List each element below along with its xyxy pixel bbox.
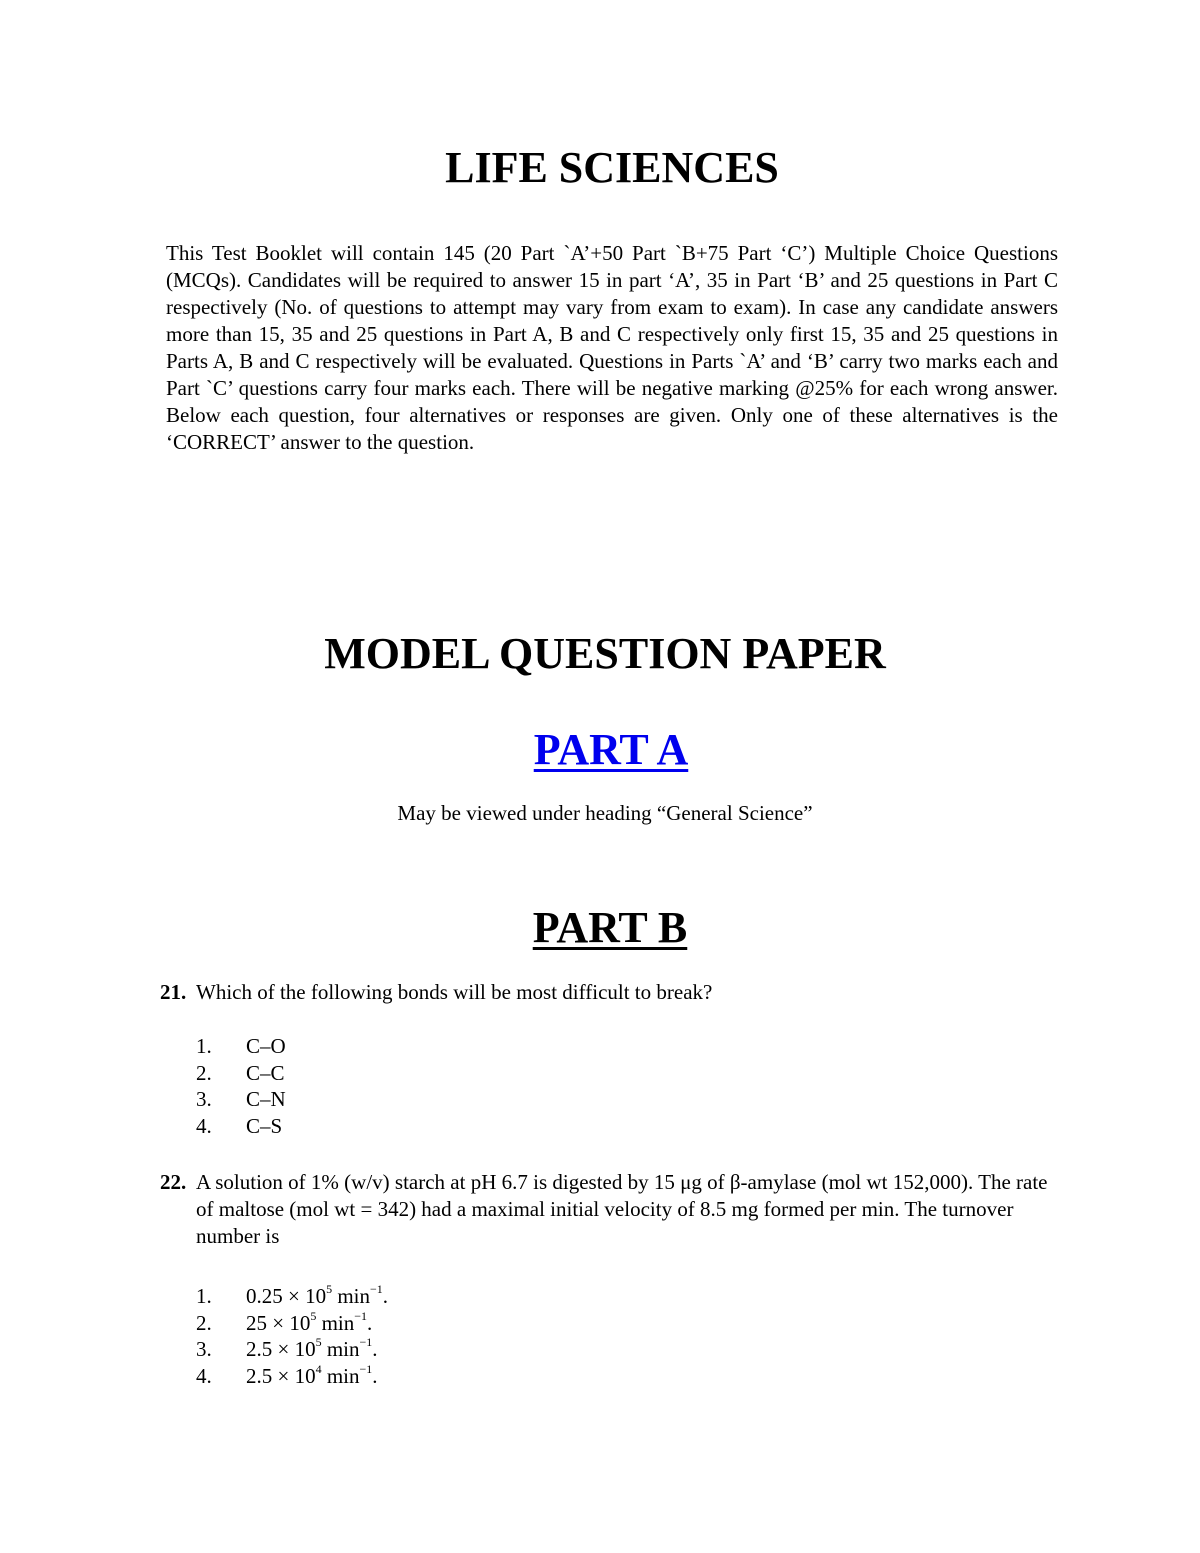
question-number: 22. [160,1170,187,1194]
option-text: $2.5 \times 10^5$ $\min^{-1}$. [246,1335,378,1361]
part-a-heading [0,720,1200,780]
page-title: LIFE SCIENCES [445,143,779,192]
part-a-link[interactable]: PART A [533,725,689,774]
option-number: 2. [196,1060,212,1085]
option-text: C–S [246,1113,283,1138]
option-text: C–O [246,1034,286,1058]
option-number: 4. [196,1363,212,1388]
part-b-heading-text: PART B [532,903,688,952]
option-text: $25 \times 10^5$ $\min^{-1}$. [246,1308,373,1335]
option-number: 1. [196,1034,212,1058]
question-21 [160,979,1060,1006]
part-b-heading [0,898,1200,958]
option-number: 3. [196,1087,212,1111]
part-a-note: May be viewed under heading “General Science” [397,801,813,825]
option-text: $0.25 \times 10^5$ $\min^{-1}$. [246,1282,389,1308]
model-question-paper-heading: MODEL QUESTION PAPER [324,629,886,678]
question-number: 21. [160,980,187,1004]
option-text: C–C [246,1060,285,1085]
option-text: C–N [246,1087,286,1111]
option-text: $2.5 \times 10^4$ $\min^{-1}$. [246,1361,378,1388]
question-22 [160,1169,1060,1250]
question-text: Which of the following bonds will be most difficult to break? [196,980,713,1004]
option-number: 2. [196,1310,212,1335]
option-number: 3. [196,1337,212,1361]
option-number: 1. [196,1284,212,1308]
option-number: 4. [196,1113,212,1138]
intro-paragraph: This Test Booklet will contain 145 (20 Part `A’+50 Part `B+75 Part ‘C’) Multiple Choice Questions (MCQs). Candidates will be required to answer 15 in part ‘A’, 35 in Part ‘B’ and 25 questions in Part C respectively (No. of questions to attempt may vary from exam to exam). In case any candidate answers more than 15, 35 and 25 questions in Part A, B and C respectively only first 15, 35 and 25 questions in Parts A, B and C respectively will be evaluated. Questions in Parts `A’ and ‘B’ carry two marks each and Part `C’ questions carry four marks each. There will be negative marking @25% for each wrong answer. Below each question, four alternatives or responses are given. Only one of these alternatives is the ‘CORRECT’ answer to the question. [166,241,1058,454]
question-text: A solution of 1% (w/v) starch at pH 6.7 is digested by 15 μg of β-amylase (mol wt 152,000). The rate of maltose (mol wt = 342) had a maximal initial velocity of 8.5 mg formed per min. The turnover number is [196,1170,1048,1248]
